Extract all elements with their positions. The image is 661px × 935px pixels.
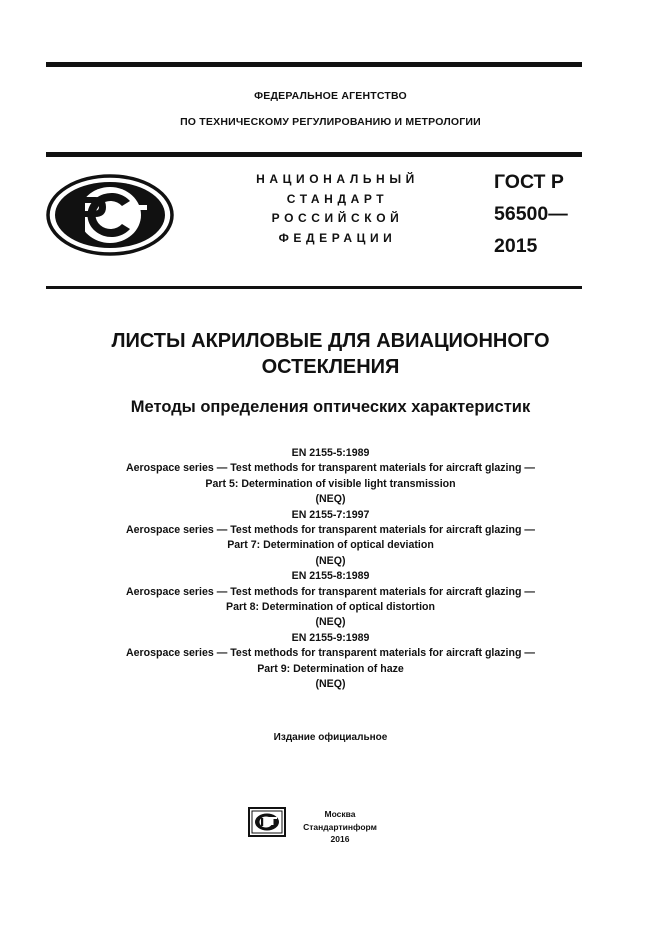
top-rule xyxy=(46,62,582,67)
standartinform-logo-icon xyxy=(248,806,286,838)
standard-code-line-1: ГОСТ Р xyxy=(494,171,564,193)
reference-series: Aerospace series — Test methods for transparent materials for aircraft glazing — xyxy=(126,585,535,598)
title-rule xyxy=(46,286,582,289)
reference-part: Part 8: Determination of optical distortion xyxy=(226,601,435,614)
references-block xyxy=(40,446,621,693)
national-line-3: РОССИЙСКОЙ xyxy=(271,211,404,225)
reference-status: (NEQ) xyxy=(315,616,346,629)
publisher-logo xyxy=(248,806,286,838)
document-title-line2: ОСТЕКЛЕНИЯ xyxy=(261,356,400,378)
publisher-city: Москва xyxy=(324,809,356,819)
standard-code-line-3: 2015 xyxy=(494,235,538,257)
edition-label: Издание официальное xyxy=(273,732,388,743)
reference-code: EN 2155-8:1989 xyxy=(291,570,370,583)
rst-certification-mark-icon xyxy=(46,174,174,256)
document-subtitle: Методы определения оптических характеристик xyxy=(130,398,531,416)
reference-code: EN 2155-5:1989 xyxy=(291,447,370,459)
publisher-name: Стандартинформ xyxy=(303,821,377,832)
national-line-1: НАЦИОНАЛЬНЫЙ xyxy=(256,172,419,186)
reference-series: Aerospace series — Test methods for transparent materials for aircraft glazing — xyxy=(126,647,535,660)
reference-series: Aerospace series — Test methods for transparent materials for aircraft glazing — xyxy=(126,462,535,475)
reference-series: Aerospace series — Test methods for transparent materials for aircraft glazing — xyxy=(126,524,535,537)
reference-part: Part 9: Determination of haze xyxy=(257,662,404,675)
reference-code: EN 2155-9:1989 xyxy=(291,631,370,644)
reference-part: Part 5: Determination of visible light transmission xyxy=(205,477,456,490)
reference-code: EN 2155-7:1997 xyxy=(291,508,370,521)
national-line-2: СТАНДАРТ xyxy=(286,191,389,206)
standard-code-line-2: 56500— xyxy=(494,203,568,225)
national-line-4: ФЕДЕРАЦИИ xyxy=(278,230,397,245)
document-title-line1: ЛИСТЫ АКРИЛОВЫЕ ДЛЯ АВИАЦИОННОГО xyxy=(111,330,550,352)
reference-part: Part 7: Determination of optical deviation xyxy=(227,539,434,552)
reference-status: (NEQ) xyxy=(315,554,346,567)
rst-logo xyxy=(46,174,174,256)
agency-name-line1: ФЕДЕРАЛЬНОЕ АГЕНТСТВО xyxy=(254,90,407,102)
publisher-year: 2016 xyxy=(330,834,350,844)
standard-code xyxy=(494,166,568,262)
reference-status: (NEQ) xyxy=(315,678,346,691)
publisher-info xyxy=(298,808,382,846)
national-standard-label xyxy=(230,170,445,248)
header-rule xyxy=(46,152,582,157)
reference-status: (NEQ) xyxy=(315,493,346,506)
agency-name-line2: ПО ТЕХНИЧЕСКОМУ РЕГУЛИРОВАНИЮ И МЕТРОЛОГИИ xyxy=(180,116,481,128)
